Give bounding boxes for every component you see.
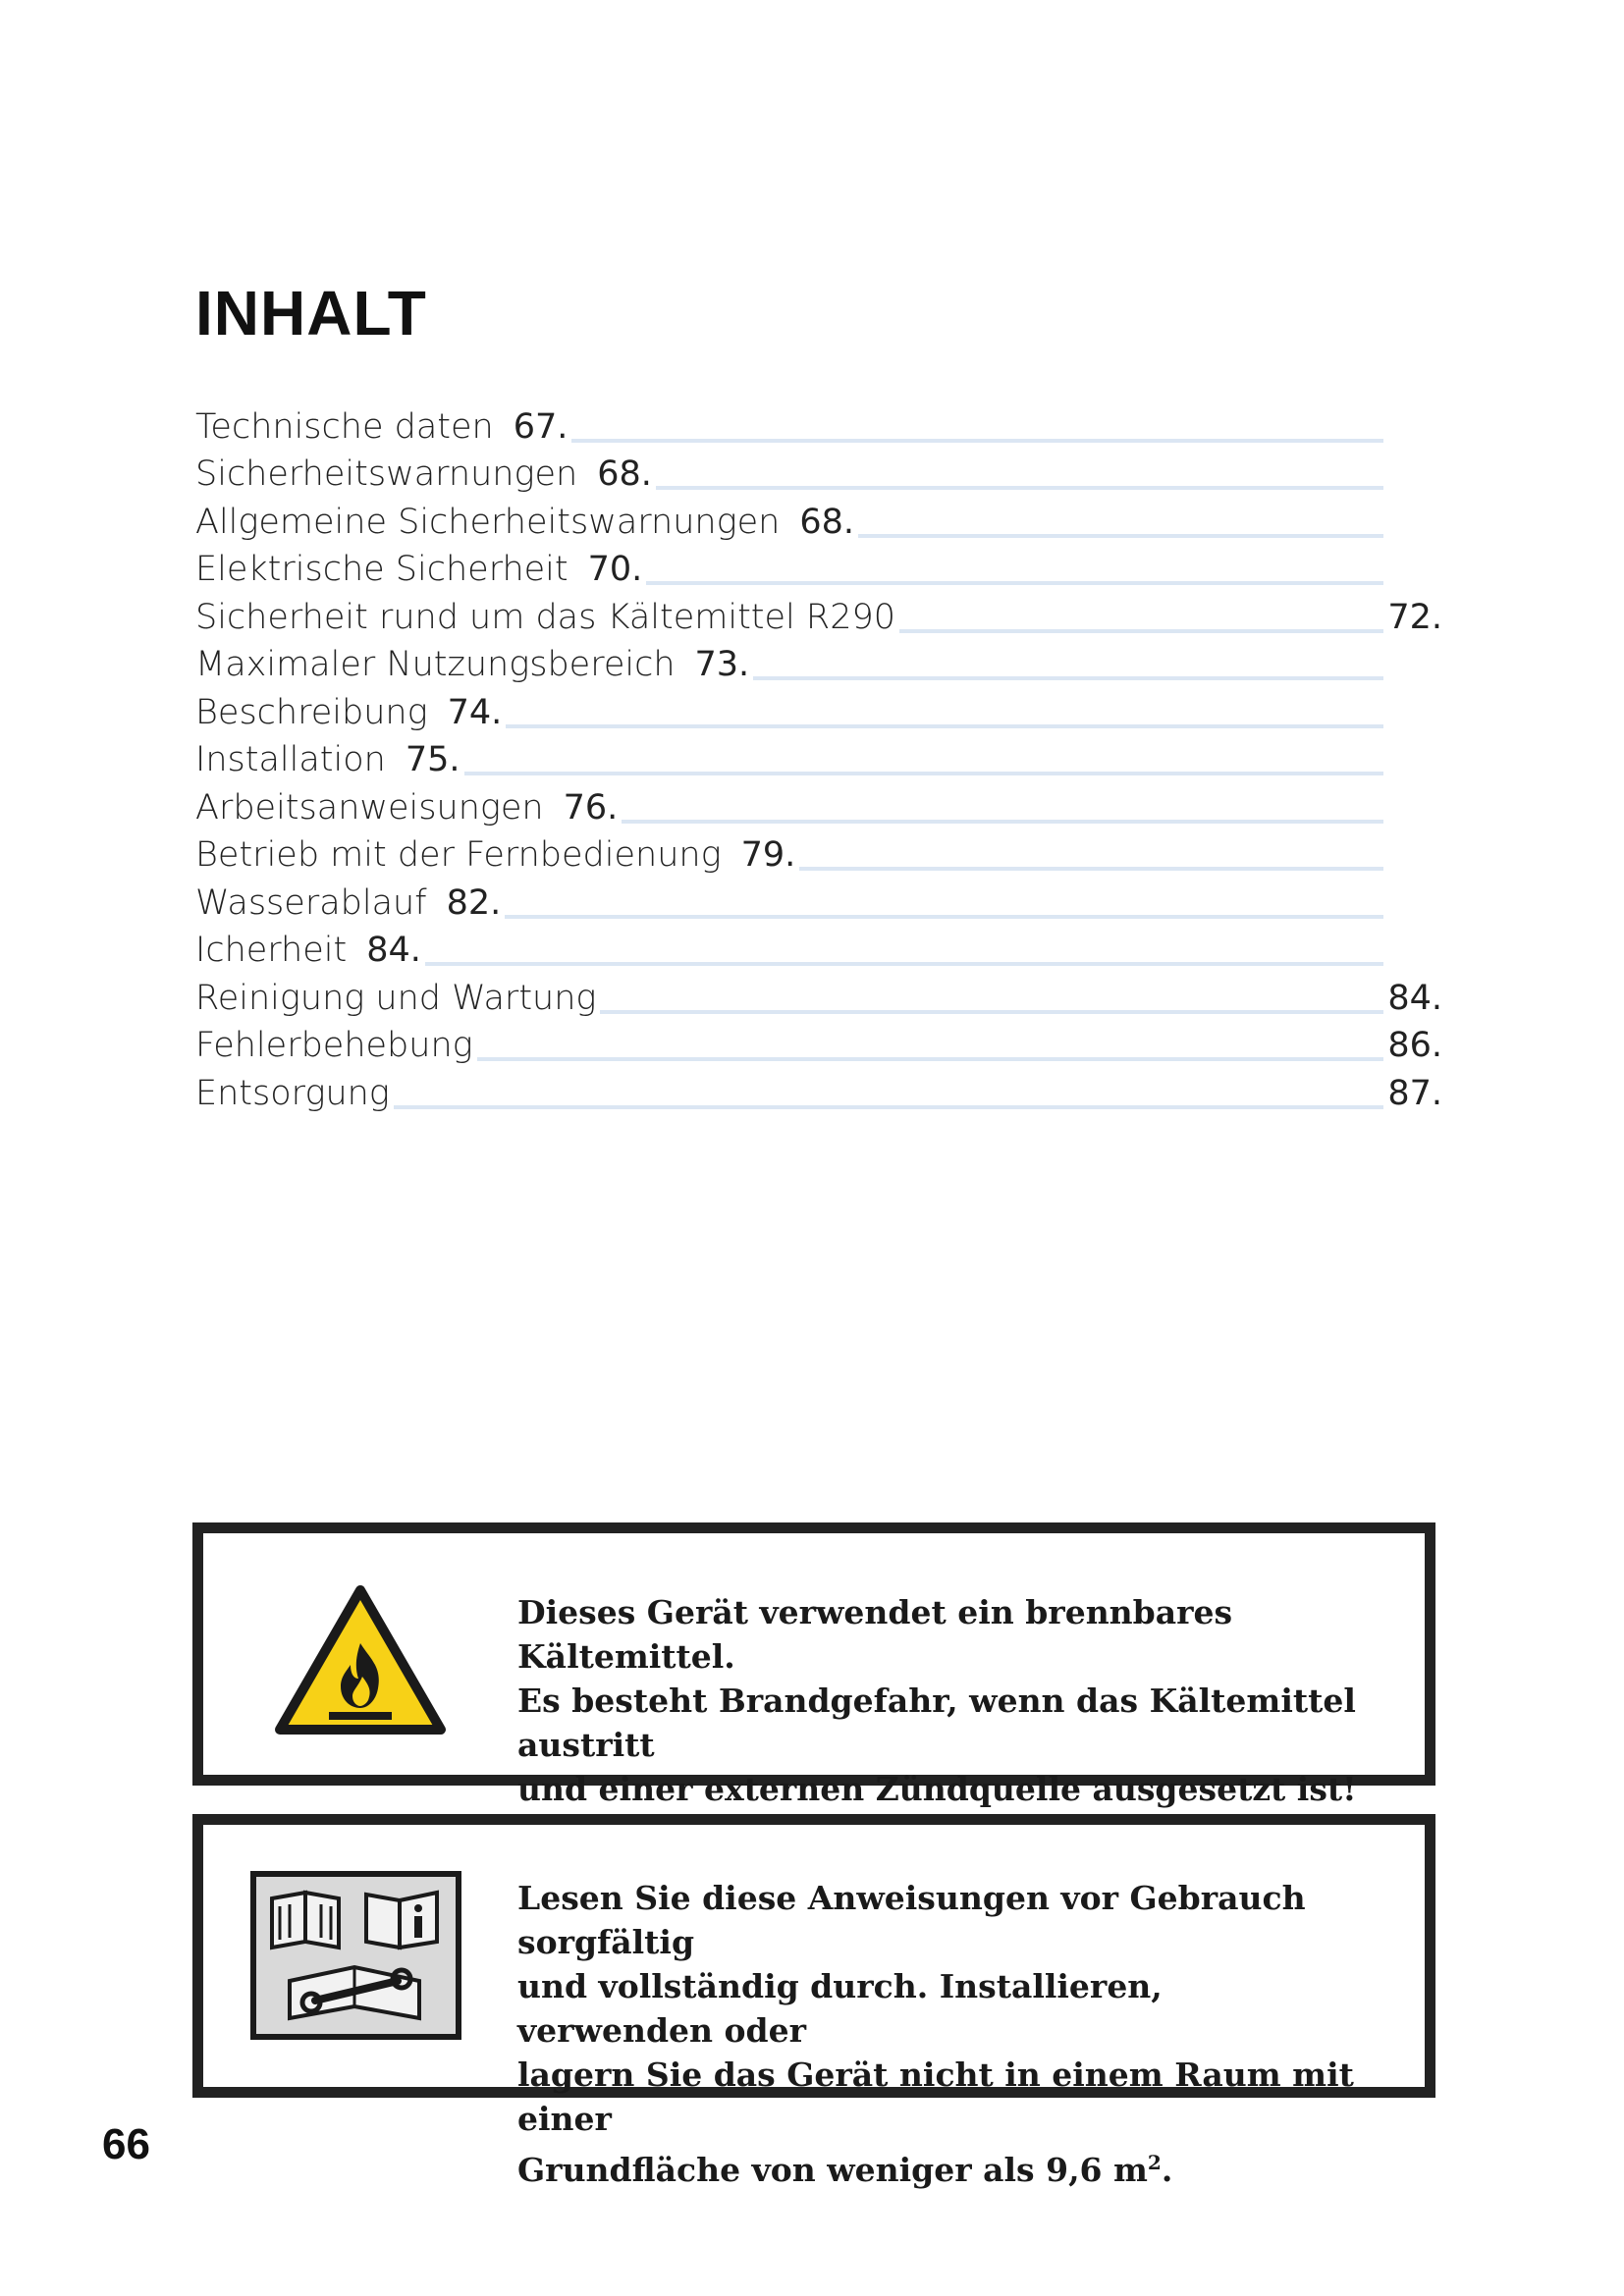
toc-entry — [195, 734, 1442, 782]
toc-leader-line — [505, 915, 1383, 919]
toc-entry-page: 67. — [513, 406, 568, 447]
toc-entry-label: Allgemeine Sicherheitswarnungen — [195, 502, 781, 542]
toc-leader-line — [799, 867, 1383, 871]
manual-last-sup: 2 — [1147, 2151, 1162, 2174]
toc-entry-label: Fehlerbehebung — [195, 1026, 473, 1065]
manual-line: Lesen Sie diese Anweisungen vor Gebrauch sorgfältig — [517, 1879, 1306, 1961]
toc-leader-line — [600, 1010, 1383, 1014]
toc-entry — [195, 829, 1442, 878]
toc-entry-label: Betrieb mit der Fernbedienung — [195, 835, 722, 875]
toc-entry — [195, 400, 1442, 449]
warning-line: und einer externen Zündquelle ausgesetzt ist! — [517, 1770, 1357, 1808]
toc-entry-label: Beschreibung — [195, 692, 428, 732]
toc-entry — [195, 1067, 1442, 1115]
toc-entry — [195, 686, 1442, 734]
flammable-warning-icon — [272, 1582, 449, 1743]
toc-entry-label: Maximaler Nutzungsbereich — [195, 645, 676, 684]
toc-entry-page: 84. — [1387, 978, 1442, 1018]
warning-line: Es besteht Brandgefahr, wenn das Kältemittel austritt — [517, 1682, 1356, 1764]
toc-entry-page: 84. — [366, 931, 421, 970]
toc-entry — [195, 781, 1442, 829]
page-number: 66 — [102, 2120, 150, 2168]
toc-entry — [195, 639, 1442, 687]
toc-leader-line — [425, 962, 1383, 966]
toc-entry-label: Technische daten — [195, 406, 494, 447]
toc-leader-line — [506, 724, 1383, 728]
read-manual-icon — [250, 1871, 461, 2044]
toc-leader-line — [622, 820, 1383, 824]
toc-entry-page: 70. — [587, 550, 643, 589]
toc-entry — [195, 1020, 1442, 1068]
toc-entry-label: Reinigung und Wartung — [195, 978, 597, 1018]
toc-leader-line — [464, 772, 1383, 775]
toc-entry — [195, 496, 1442, 544]
toc-entry-label: Wasserablauf — [195, 882, 427, 923]
warning-line: Dieses Gerät verwendet ein brennbares Kältemittel. — [517, 1593, 1233, 1676]
manual-line: lagern Sie das Gerät nicht in einem Raum mit einer — [517, 2056, 1354, 2138]
toc-entry-page: 72. — [1387, 597, 1442, 637]
toc-entry-page: 86. — [1387, 1026, 1442, 1065]
manual-last-end: . — [1161, 2151, 1173, 2189]
toc-leader-line — [477, 1057, 1383, 1061]
page-title: INHALT — [195, 278, 427, 348]
toc-entry-page: 68. — [799, 502, 854, 542]
toc-entry-label: Entsorgung — [195, 1073, 390, 1113]
toc-entry-page: 75. — [405, 740, 460, 779]
toc-leader-line — [753, 676, 1383, 680]
manual-line-last — [517, 2141, 1366, 2192]
toc-entry-page: 68. — [597, 454, 652, 494]
toc-entry-page: 73. — [694, 645, 750, 684]
toc-entry — [195, 544, 1442, 592]
table-of-contents — [195, 400, 1442, 1115]
toc-entry-label: Installation — [195, 740, 386, 779]
toc-entry-page: 79. — [740, 835, 796, 875]
toc-leader-line — [646, 581, 1383, 585]
toc-entry — [195, 591, 1442, 639]
toc-entry-page: 82. — [446, 882, 502, 923]
toc-entry — [195, 449, 1442, 497]
toc-entry-label: Arbeitsanweisungen — [195, 787, 544, 828]
toc-entry-page: 74. — [447, 692, 503, 732]
toc-entry-label: Elektrische Sicherheit — [195, 550, 568, 589]
toc-entry-label: Sicherheitswarnungen — [195, 454, 578, 494]
toc-entry-label: Sicherheit rund um das Kältemittel R290 — [195, 597, 896, 637]
manual-line: und vollständig durch. Installieren, verwenden oder — [517, 1967, 1163, 2050]
toc-leader-line — [571, 439, 1383, 443]
flammable-warning-box — [192, 1522, 1435, 1808]
toc-leader-line — [899, 629, 1383, 633]
toc-leader-line — [858, 534, 1383, 538]
toc-entry-page: 76. — [563, 787, 619, 828]
read-manual-text — [517, 1876, 1366, 2192]
toc-entry-label: Icherheit — [195, 931, 348, 970]
manual-last-text: Grundfläche von weniger als 9,6 m — [517, 2151, 1148, 2189]
toc-entry — [195, 877, 1442, 925]
flammable-warning-text — [517, 1590, 1366, 1811]
toc-leader-line — [656, 486, 1383, 490]
toc-leader-line — [394, 1105, 1383, 1109]
toc-entry — [195, 972, 1442, 1020]
toc-entry-page: 87. — [1387, 1073, 1442, 1113]
toc-entry — [195, 925, 1442, 973]
read-manual-box — [192, 1814, 1435, 2189]
